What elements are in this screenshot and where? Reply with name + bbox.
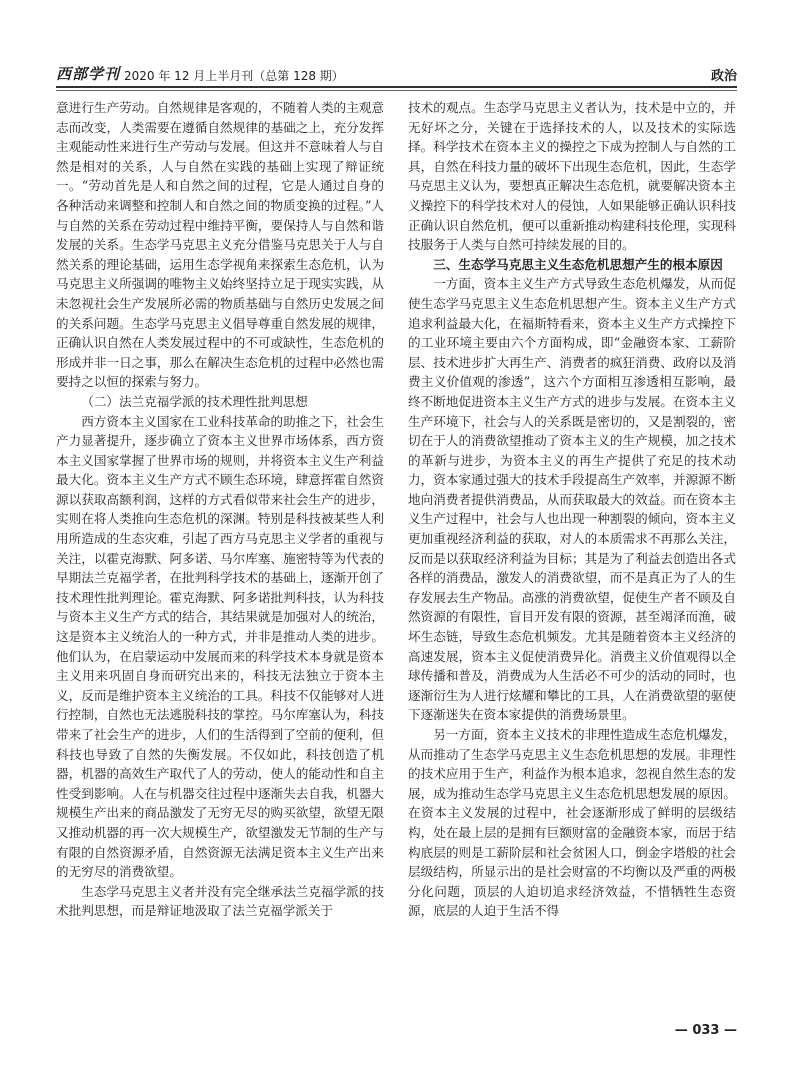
section-heading: （二）法兰克福学派的技术理性批判思想: [81, 393, 308, 409]
right-column: [408, 98, 736, 921]
journal-logo: 西部学刊: [56, 65, 121, 83]
left-column: [56, 98, 384, 921]
section-label: 政治: [710, 69, 737, 84]
paragraph: 意进行生产劳动。自然规律是客观的，不随着人类的主观意志而改变，人类需要在遵循自然规律的基础之上，充分发挥主观能动性来进行生产劳动与发展。但这并不意味着人与自然是相对的关系，人与自然在实践的基础上实现了辩证统一。“劳动首先是人和自然之间的过程，它是人通过自身的各种活动来调整和控制人和自然之间的物质变换的过程。”人与自然的关系在劳动过程中维持平衡，要保持人与自然和谐发展的关系。生态学马克思主义充分借鉴马克思关于人与自然关系的理论基础，运用生态学视角来探索生态危机，认为马克思主义所强调的唯物主义始终坚持立足于现实实践，从未忽视社会生产发展所必需的物质基础与自然历史发展之间的关系问题。生态学马克思主义倡导尊重自然发展的规律，正确认识自然在人类发展过程中的不可或缺性，生态危机的形成并非一日之事，那么在解决生态危机的过程中必然也需要持之以恒的探索与努力。: [56, 100, 384, 390]
paragraph: 一方面，资本主义生产方式导致生态危机爆发，从而促使生态学马克思主义生态危机思想产生。资本主义生产方式追求利益最大化，在福斯特看来，资本主义生产方式操控下的工业环境主要由六个方面构成，即“金融资本家、工薪阶层、技术进步扩大再生产、消费者的疯狂消费、政府以及消费主义价值观的渗透”，这六个方面相互渗透相互影响，最终不断地促进资本主义生产方式的进步与发展。在资本主义生产环境下，社会与人的关系既是密切的，又是割裂的，密切在于人的消费欲望推动了资本主义的生产规模，加之技术的革新与进步，为资本主义的再生产提供了充足的技术动力，资本家通过强大的技术手段提高生产效率，并源源不断地向消费者提供消费品，从而获取最大的效益。而在资本主义生产过程中，社会与人也出现一种割裂的倾向，资本主义更加重视经济利益的获取，对人的本质需求不再那么关注，反而是以获取经济利益为目标；其是为了利益去创造出各式各样的消费品，激发人的消费欲望，而不是真正为了人的生存发展去生产物品。高涨的消费欲望，促使生产者不顾及自然资源的有限性，盲目开发有限的资源，甚至竭泽而渔，破坏生态链，导致生态危机频发。尤其是随着资本主义经济的高速发展，资本主义促使消费异化。消费主义价值观得以全球传播和普及，消费成为人生活必不可少的活动的同时，也逐渐衍生为人进行炫耀和攀比的工具，人在消费欲望的驱使下逐渐迷失在资本家提供的消费场景里。: [408, 276, 736, 723]
page-number: — 033 —: [674, 1023, 737, 1038]
header-left: [56, 63, 344, 84]
paragraph: 另一方面，资本主义技术的非理性造成生态危机爆发，从而推动了生态学马克思主义生态危机思想的发展。非理性的技术应用于生产，利益作为根本追求，忽视自然生态的发展，成为推动生态学马克思主义生态危机思想发展的原因。在资本主义发展的过程中，社会逐渐形成了鲜明的层级结构，处在最上层的是拥有巨额财富的金融资本家，而居于结构底层的则是工薪阶层和社会贫困人口，倒金字塔般的社会层级结构，所显示出的是社会财富的不均衡以及严重的两极分化问题，顶层的人迫切追求经济效益，不惜牺牲生态资源，底层的人迫于生活不得: [408, 727, 736, 919]
paragraph: 西方资本主义国家在工业科技革命的助推之下，社会生产力显著提升，逐步确立了资本主义世界市场体系，西方资本主义国家掌握了世界市场的规则，并将资本主义生产利益最大化。资本主义生产方式不顾生态环境，肆意挥霍自然资源以获取高额利润，这样的方式看似带来社会生产的进步，实则在将人类推向生态危机的深渊。特别是科技被某些人利用所造成的生态灾难，引起了西方马克思主义学者的重视与关注，以霍克海默、阿多诺、马尔库塞、施密特等为代表的早期法兰克福学者，在批判科学技术的基础上，逐渐开创了技术理性批判理论。霍克海默、阿多诺批判科技，认为科技与资本主义生产方式的结合，其结果就是加强对人的统治，这是资本主义统治人的一种方式，并非是推动人类的进步。他们认为，在启蒙运动中发展而来的科学技术本身就是资本主义用来巩固自身而研究出来的，科技无法独立于资本主义，反而是维护资本主义统治的工具。科技不仅能够对人进行控制，自然也无法逃脱科技的掌控。马尔库塞认为，科技带来了社会生产的进步，人们的生活得到了空前的便利，但科技也导致了自然的失衡发展。不仅如此，科技创造了机器，机器的高效生产取代了人的劳动，使人的能动性和自主性受到影响。人在与机器交往过程中逐渐失去自我，机器大规模生产出来的商品激发了无穷无尽的购买欲望，欲望无限又推动机器的再一次大规模生产，欲望激发无节制的生产与有限的自然资源矛盾，自然资源无法满足资本主义生产出来的无穷尽的消费欲望。: [56, 413, 384, 880]
paragraph: 生态学马克思主义者并没有完全继承法兰克福学派的技术批判思想，而是辩证地汲取了法兰克福学派关于: [56, 883, 384, 919]
issue-info: 2020 年 12 月上半月刊（总第 128 期）: [124, 69, 344, 83]
section-heading: 三、生态学马克思主义生态危机思想产生的根本原因: [433, 256, 723, 272]
header-rule-thick: [56, 86, 737, 88]
header-rule-thin: [56, 90, 737, 91]
paragraph: 技术的观点。生态学马克思主义者认为，技术是中立的，并无好坏之分，关键在于选择技术的人，以及技术的实际选择。科学技术在资本主义的操控之下成为控制人与自然的工具，自然在科技力量的破坏下出现生态危机，因此，生态学马克思主义认为，要想真正解决生态危机，就要解决资本主义操控下的科学技术对人的侵蚀，人如果能够正确认识科技正确认识自然危机，便可以重新推动构建科技伦理，实现科技服务于人类与自然可持续发展的目的。: [408, 100, 736, 253]
page-header: [56, 60, 737, 84]
